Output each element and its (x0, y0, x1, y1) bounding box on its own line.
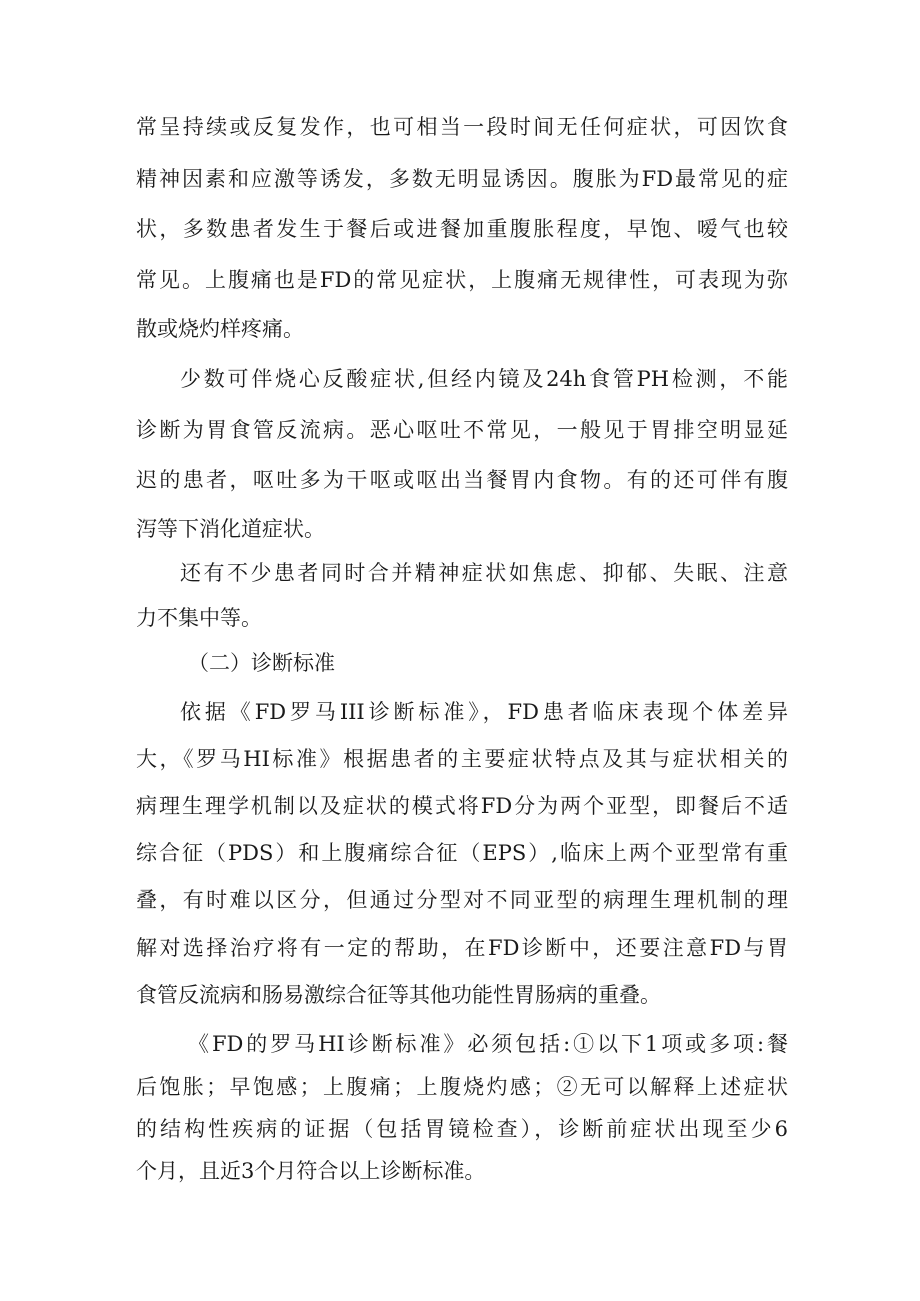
text-line: 个月，且近3个月符合以上诊断标准。 (136, 1159, 486, 1183)
text-line: 的结构性疾病的证据（包括胃镜检查），诊断前症状出现至少6 (136, 1117, 788, 1141)
text-line: 还有不少患者同时合并精神症状如焦虑、抑郁、失眠、注意 (180, 561, 788, 585)
text-line: 诊断为胃食管反流病。恶心呕吐不常见，一般见于胃排空明显延 (136, 418, 788, 442)
text-line: 迟的患者，呕吐多为干呕或呕出当餐胃内食物。有的还可伴有腹 (136, 468, 788, 492)
text-line: 精神因素和应激等诱发，多数无明显诱因。腹胀为FD最常见的症 (136, 167, 788, 191)
text-line: 力不集中等。 (136, 606, 262, 630)
text-line: 食管反流病和肠易激综合征等其他功能性胃肠病的重叠。 (136, 983, 661, 1007)
text-line: 泻等下消化道症状。 (136, 517, 325, 541)
text-line: 状，多数患者发生于餐后或进餐加重腹胀程度，早饱、嗳气也较 (136, 217, 788, 241)
text-line: 常见。上腹痛也是FD的常见症状，上腹痛无规律性，可表现为弥 (136, 268, 788, 292)
text-line: 《FD的罗马HI诊断标准》必须包括:①以下1项或多项:餐 (188, 1032, 788, 1056)
text-line: 病理生理学机制以及症状的模式将FD分为两个亚型，即餐后不适 (136, 794, 788, 818)
text-line: 叠，有时难以区分，但通过分型对不同亚型的病理生理机制的理 (136, 888, 788, 912)
section-heading: （二）诊断标准 (188, 651, 335, 675)
text-line: 散或烧灼样疼痛。 (136, 317, 304, 341)
text-line: 解对选择治疗将有一定的帮助，在FD诊断中，还要注意FD与胃 (136, 936, 788, 960)
text-line: 常呈持续或反复发作，也可相当一段时间无任何症状，可因饮食 (136, 115, 788, 139)
text-line: 综合征（PDS）和上腹痛综合征（EPS）,临床上两个亚型常有重 (136, 841, 788, 865)
text-line: 少数可伴烧心反酸症状,但经内镜及24h食管PH检测，不能 (180, 367, 788, 391)
text-line: 大，《罗马HI标准》根据患者的主要症状特点及其与症状相关的 (136, 747, 788, 771)
text-line: 后饱胀；早饱感；上腹痛；上腹烧灼感；②无可以解释上述症状 (136, 1075, 788, 1099)
text-line: 依据《FD罗马III诊断标准》，FD患者临床表现个体差异 (180, 700, 788, 724)
